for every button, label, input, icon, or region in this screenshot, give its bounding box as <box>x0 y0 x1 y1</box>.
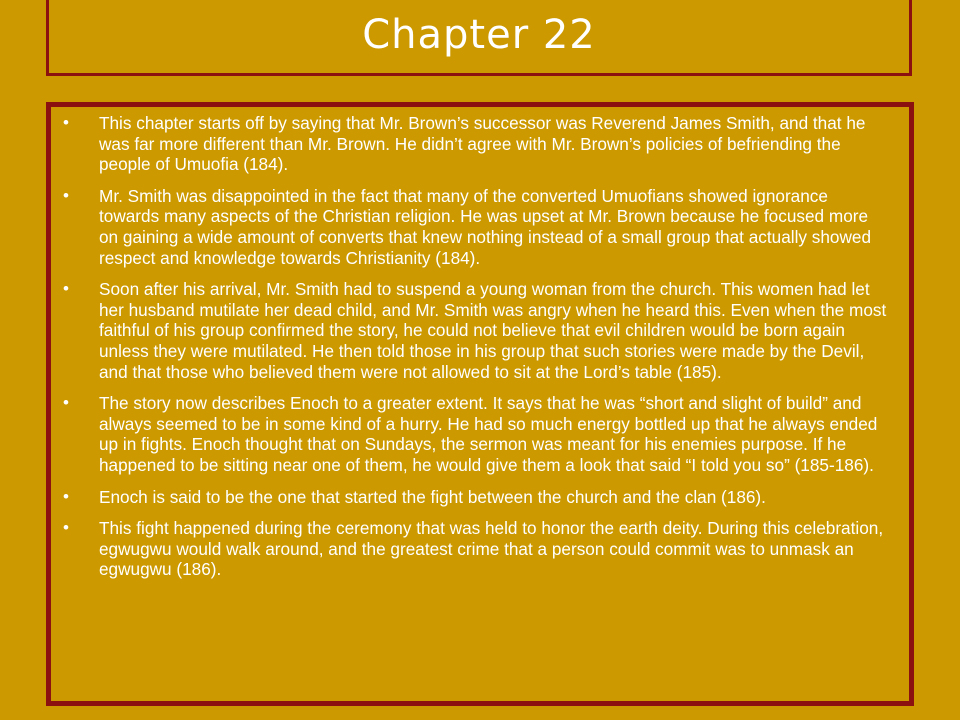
bullet-item <box>61 393 889 475</box>
bullet-marker: • <box>63 113 69 132</box>
bullet-item <box>61 487 889 508</box>
content-frame <box>46 102 914 706</box>
bullet-marker: • <box>63 393 69 413</box>
bullet-text: This fight happened during the ceremony that was held to honor the earth deity. During this celebration, egwugwu would walk around, and the greatest crime that a person could commit was to unmask an egwugwu (186). <box>99 518 884 580</box>
bullet-list <box>61 113 889 580</box>
bullet-text: Soon after his arrival, Mr. Smith had to suspend a young woman from the church. This women had let her husband mutilate her dead child, and Mr. Smith was angry when he heard this. Even when the most faithful of his group confirmed the story, he could not believe that evil children would be born again unless they were mutilated. He then told those in his group that such stories were made by the Devil, and that those who believed them were not allowed to sit at the Lord’s table (185). <box>99 279 887 382</box>
bullet-marker: • <box>63 518 69 538</box>
bullet-text: The story now describes Enoch to a greater extent. It says that he was “short and slight of build” and always seemed to be in some kind of a hurry. He had so much energy bottled up that he always ended up in fights. Enoch thought that on Sundays, the sermon was meant for his enemies purpose. If he happened to be sitting near one of them, he would give them a look that said “I told you so” (185-186). <box>99 393 878 475</box>
bullet-marker: • <box>63 279 69 299</box>
bullet-item <box>61 186 889 268</box>
bullet-marker: • <box>63 486 69 506</box>
bullet-text: This chapter starts off by saying that Mr. Brown’s successor was Reverend James Smith, and that he was far more different than Mr. Brown. He didn’t agree with Mr. Brown’s policies of befriending the people of Umuofia (184). <box>99 113 866 175</box>
title-frame <box>46 0 912 76</box>
bullet-text: Enoch is said to be the one that started the fight between the church and the clan (186). <box>99 486 766 507</box>
bullet-item <box>61 113 889 175</box>
bullet-item <box>61 279 889 382</box>
bullet-item <box>61 518 889 580</box>
bullet-text: Mr. Smith was disappointed in the fact that many of the converted Umuofians showed ignorance towards many aspects of the Christian religion. He was upset at Mr. Brown because he focused more on gaining a wide amount of converts that knew nothing instead of a small group that actually showed respect and knowledge towards Christianity (184). <box>99 185 872 268</box>
bullet-marker: • <box>63 185 69 205</box>
slide-title: Chapter 22 <box>362 11 596 58</box>
